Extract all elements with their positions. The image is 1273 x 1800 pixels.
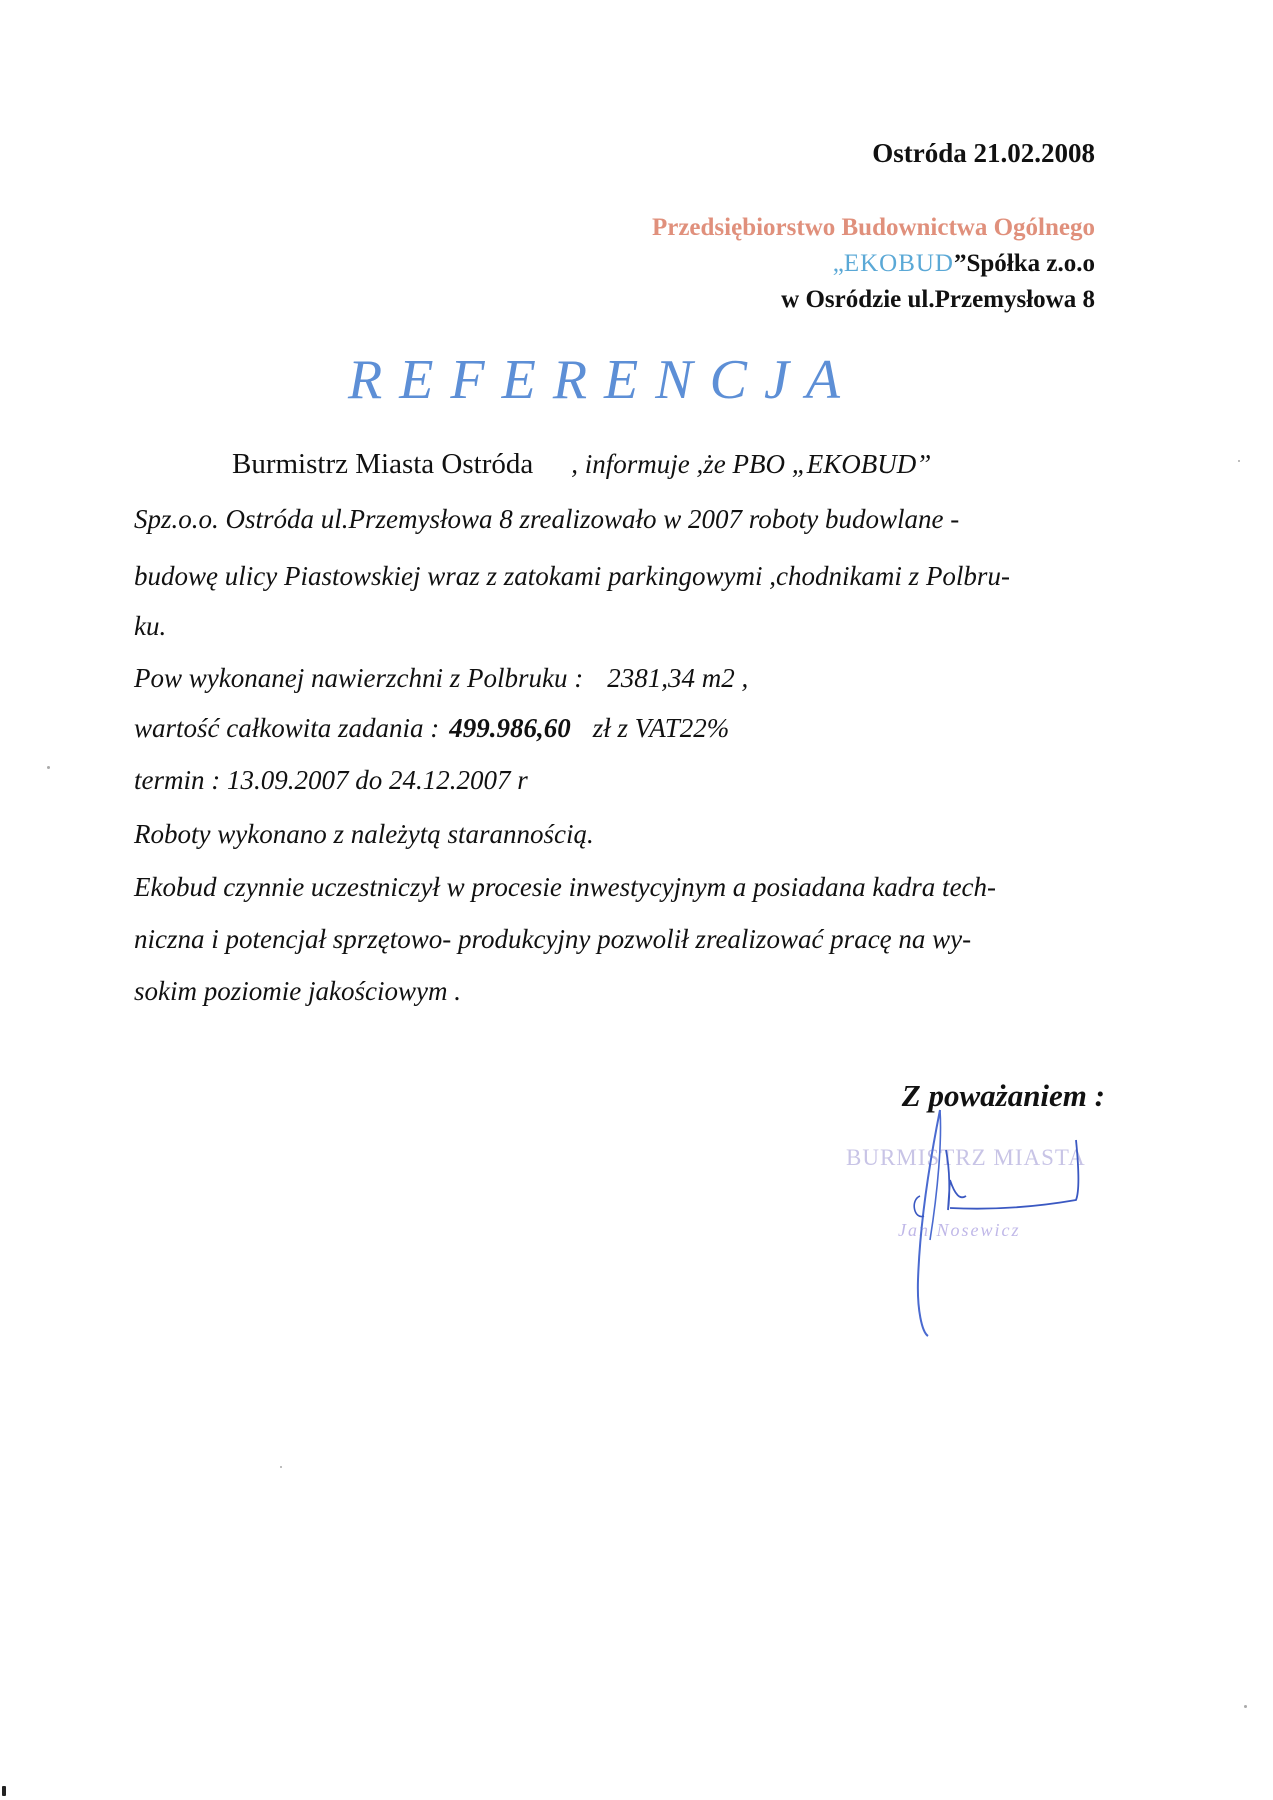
recipient-company-name: EKOBUD: [843, 250, 954, 277]
recipient-company-form: ”Spółka z.o.o: [953, 250, 1095, 277]
recipient-line-1: Przedsiębiorstwo Budownictwa Ogólnego: [651, 214, 1095, 241]
recipient-line-3: w Osródzie ul.Przemysłowa 8: [781, 286, 1095, 313]
letter-date: Ostróda 21.02.2008: [872, 138, 1095, 168]
body-line-1: [232, 448, 931, 481]
scan-speck: [280, 1466, 282, 1468]
value-line: [134, 713, 729, 744]
scan-speck: [1238, 460, 1240, 462]
value-label: wartość całkowita zadania :: [134, 713, 440, 743]
paragraph-line-1: Ekobud czynnie uczestniczył w procesie inwestycyjnym a posiadana kadra tech-: [134, 872, 997, 902]
value-suffix: zł z VAT22%: [592, 713, 730, 743]
recipient-quote-open: „: [832, 250, 844, 277]
term-line: termin : 13.09.2007 do 24.12.2007 r: [134, 765, 528, 795]
scan-edge-mark: [2, 1786, 6, 1796]
stamp-title: BURMISTRZ MIASTA: [846, 1145, 1086, 1170]
issuer-name: Burmistrz Miasta Ostróda: [232, 448, 534, 480]
body-line-3: budowę ulicy Piastowskiej wraz z zatokami parkingowymi ,chodnikami z Polbru-: [134, 561, 1010, 591]
paragraph-line-2: niczna i potencjał sprzętowo- produkcyjny pozwolił zrealizować pracę na wy-: [134, 924, 972, 954]
recipient-line-2: [833, 250, 1095, 278]
quality-line: Roboty wykonano z należytą starannością.: [134, 819, 594, 849]
scan-speck: [47, 766, 50, 769]
handwritten-signature: [880, 1100, 1100, 1340]
closing-greeting: Z poważaniem :: [901, 1078, 1105, 1113]
paragraph-line-3: sokim poziomie jakościowym .: [134, 976, 461, 1006]
area-value: 2381,34 m2 ,: [607, 663, 749, 693]
stamp-name: Jan Nosewicz: [898, 1220, 1021, 1240]
document-title: REFERENCJA: [348, 349, 858, 411]
body-line-2: Spz.o.o. Ostróda ul.Przemysłowa 8 zrealizowało w 2007 roboty budowlane -: [134, 504, 960, 534]
value-amount: 499.986,60: [449, 713, 571, 743]
intro-text: , informuje ,że PBO „EKOBUD”: [571, 449, 932, 479]
body-line-4: ku.: [134, 611, 167, 641]
scan-speck: [1244, 1705, 1247, 1708]
area-line: [134, 663, 748, 694]
area-label: Pow wykonanej nawierzchni z Polbruku :: [134, 663, 584, 693]
